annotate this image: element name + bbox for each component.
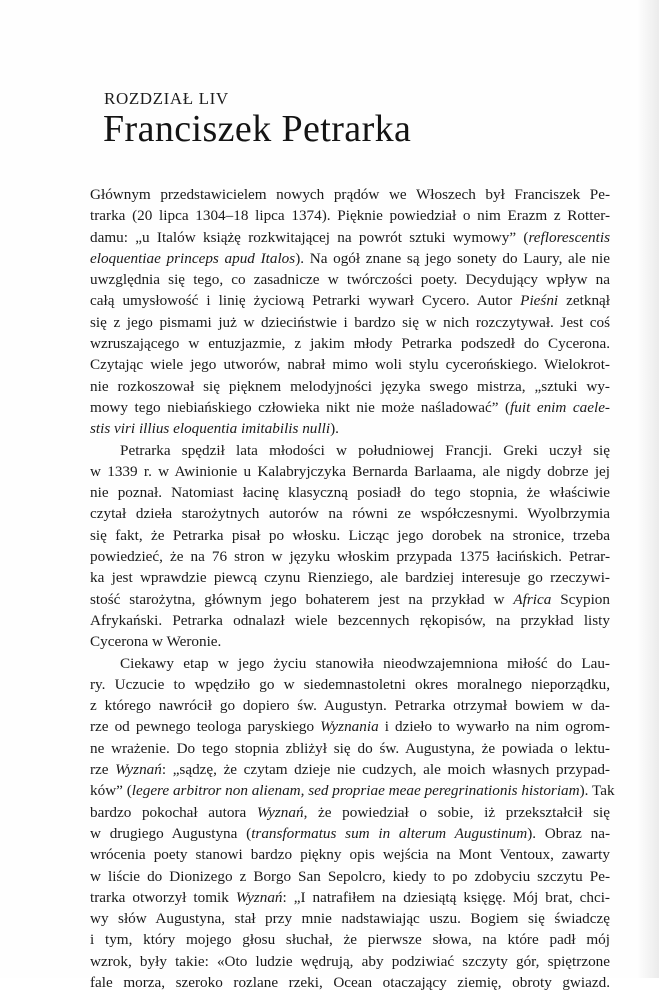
text-line	[90, 461, 610, 482]
text-line	[90, 887, 610, 908]
text-segment: nie rozkoszował się pięknem melodyjności języka swego mistrza, „sztuki wy-	[90, 377, 610, 395]
italic-text-segment: legere arbitror non alienam, sed propriae meae peregrinationis historiam	[131, 782, 580, 800]
page-edge-shadow	[637, 0, 659, 978]
text-segment: w drugiego Augustyna (	[90, 824, 252, 842]
text-line	[90, 802, 610, 823]
text-line	[90, 546, 610, 567]
text-segment: bardzo pokochał autora	[90, 803, 257, 821]
italic-text-segment: reflorescentis	[528, 228, 610, 246]
text-segment: trarka (20 lipca 1304–18 lipca 1374). Pięknie powiedział o nim Erazm z Rotter-	[90, 207, 610, 225]
text-segment: wzruszającego w entuzjazmie, z jakim młody Petrarka podszedł do Cycerona.	[90, 335, 610, 353]
text-line	[90, 653, 610, 674]
text-line	[90, 482, 610, 503]
text-line	[90, 440, 610, 461]
text-line	[90, 631, 610, 652]
text-segment: ka jest wprawdzie piewcą czynu Rienziego, ale bardziej interesuje go rzeczywi-	[90, 569, 610, 587]
text-segment: Ciekawy etap w jego życiu stanowiła nieodwzajemniona miłość do Lau-	[120, 654, 610, 672]
text-line	[90, 844, 610, 865]
text-line	[90, 184, 610, 205]
text-segment: i tym, który mojego głosu słuchał, że pierwsze słowa, na które padł mój	[90, 931, 610, 949]
text-segment: ).	[330, 420, 339, 438]
text-segment: : „sądzę, że czytam dzieje nie cudzych, ale moich własnych przypad-	[161, 761, 610, 779]
italic-text-segment: Pieśni	[520, 292, 559, 310]
italic-text-segment: transformatus sum in alterum Augustinum	[251, 824, 528, 842]
italic-text-segment: Wyznań	[235, 888, 283, 906]
text-segment: z którego nawrócił go dopiero św. Augustyn. Petrarka otrzymał bowiem w da-	[90, 697, 610, 715]
text-segment: fale morza, szeroko rozlane rzeki, Ocean otaczający ziemię, obroty gwiazd.	[90, 973, 610, 991]
italic-text-segment: fuit enim caele-	[510, 398, 610, 416]
text-segment: Afrykański. Petrarka odnalazł wiele bezcennych rękopisów, na przykład listy	[90, 611, 610, 629]
chapter-title: Franciszek Petrarka	[103, 108, 412, 150]
text-segment: wrócenia poety stanowi bardzo piękny opis wejścia na Mont Ventoux, zawarty	[90, 846, 610, 864]
text-line	[90, 503, 610, 524]
text-line	[90, 716, 610, 737]
text-segment: się z jego pismami już w dzieciństwie i bardzo się w nich rozczytywał. Jest coś	[90, 313, 610, 331]
text-segment: damu: „u Italów książę rozkwitającej na powrót sztuki wymowy” (	[90, 228, 529, 246]
text-segment: mowy tego niebiańskiego człowieka nikt nie może naśladować” (	[90, 398, 511, 416]
text-segment: wy słów Augustyna, stał przy mnie nadstawiając uszu. Bogiem się świadczę	[90, 910, 610, 928]
text-segment: Cycerona w Weronie.	[90, 633, 222, 651]
text-segment: się fakt, że Petrarka pisał po włosku. Licząc jego dorobek na stronice, trzeba	[90, 526, 610, 544]
text-segment: czytał dzieła starożytnych autorów na równi ze współczesnymi. Wyolbrzymia	[90, 505, 610, 523]
text-line	[90, 418, 610, 439]
text-line	[90, 312, 610, 333]
text-segment: i dzieło to wywarło na nim ogrom-	[378, 718, 610, 736]
text-line	[90, 290, 610, 311]
text-segment: stość starożytna, głównym jego bohaterem jest na przykład w	[90, 590, 514, 608]
text-line	[90, 738, 610, 759]
text-line	[90, 567, 610, 588]
text-segment: ). Na ogół znane są jego sonety do Laury, ale nie	[295, 249, 610, 267]
text-line	[90, 589, 610, 610]
text-segment: zetknął	[558, 292, 611, 310]
text-segment: uwzględnia się tego, co zasadnicze w twórczości poety. Decydujący wpływ na	[90, 271, 610, 289]
chapter-label: ROZDZIAŁ LIV	[104, 89, 229, 108]
text-segment: powiedzieć, że na 76 stron w języku włoskim przypada 1375 łacińskich. Petrar-	[90, 548, 610, 566]
text-line	[90, 929, 610, 950]
text-line	[90, 354, 610, 375]
text-line	[90, 674, 610, 695]
text-segment: ne wrażenie. Do tego stopnia zbliżył się do św. Augustyna, że powiada o lektu-	[90, 739, 610, 757]
text-line	[90, 866, 610, 887]
text-segment: rze	[90, 761, 116, 779]
italic-text-segment: stis viri illius eloquentia imitabilis nulli	[90, 420, 331, 438]
text-line	[90, 227, 610, 248]
text-line	[90, 951, 610, 972]
text-line	[90, 610, 610, 631]
text-segment: : „I natrafiłem na dziesiątą księgę. Mój brat, chci-	[282, 888, 610, 906]
text-line	[90, 972, 610, 993]
text-line	[90, 205, 610, 226]
text-segment: ry. Uczucie to wpędziło go w siedemnastoletni okres moralnego nieporządku,	[90, 675, 610, 693]
text-segment: , że powiedział o sobie, iż przekształcił się	[303, 803, 611, 821]
text-line	[90, 525, 610, 546]
italic-text-segment: Africa	[513, 590, 552, 608]
italic-text-segment: eloquentiae princeps apud Italos	[90, 249, 296, 267]
text-segment: wzrok, były takie: «Oto ludzie wędrują, aby podziwiać szczyty gór, spiętrzone	[90, 952, 610, 970]
body-text	[90, 184, 615, 993]
text-line	[90, 780, 615, 801]
text-segment: trarka otworzył tomik	[90, 888, 236, 906]
text-line	[90, 759, 610, 780]
text-segment: rze od pewnego teologa paryskiego	[90, 718, 321, 736]
text-line	[90, 695, 610, 716]
text-segment: całą umysłowość i linię życiową Petrarki wywarł Cycero. Autor	[90, 292, 521, 310]
text-segment: ). Obraz na-	[527, 824, 611, 842]
text-segment: nie poznał. Natomiast łacinę klasyczną posiadł do tego stopnia, że właściwie	[90, 484, 610, 502]
text-segment: Scypion	[551, 590, 610, 608]
text-line	[90, 333, 610, 354]
italic-text-segment: Wyznań	[256, 803, 304, 821]
text-line	[90, 376, 610, 397]
text-segment: Głównym przedstawicielem nowych prądów we Włoszech był Franciszek Pe-	[90, 186, 610, 203]
italic-text-segment: Wyznań	[115, 761, 162, 779]
text-segment: w liście do Dionizego z Borgo San Sepolcro, kiedy to po zdobyciu szczytu Pe-	[90, 867, 610, 885]
text-segment: Petrarka spędził lata młodości w południowej Francji. Greki uczył się	[120, 441, 610, 459]
italic-text-segment: Wyznania	[320, 718, 379, 736]
text-line	[90, 823, 610, 844]
text-segment: ków” (	[90, 782, 132, 800]
text-line	[90, 269, 610, 290]
text-line	[90, 908, 610, 929]
text-segment: w 1339 r. w Awinionie u Kalabryjczyka Bernarda Barlaama, ale nigdy dobrze jej	[90, 462, 610, 480]
text-segment: ). Tak	[579, 782, 615, 800]
text-line	[90, 397, 610, 418]
text-line	[90, 248, 610, 269]
text-segment: Czytając wiele jego utworów, nabrał mimo woli stylu cycerońskiego. Wielokrot-	[90, 356, 610, 374]
